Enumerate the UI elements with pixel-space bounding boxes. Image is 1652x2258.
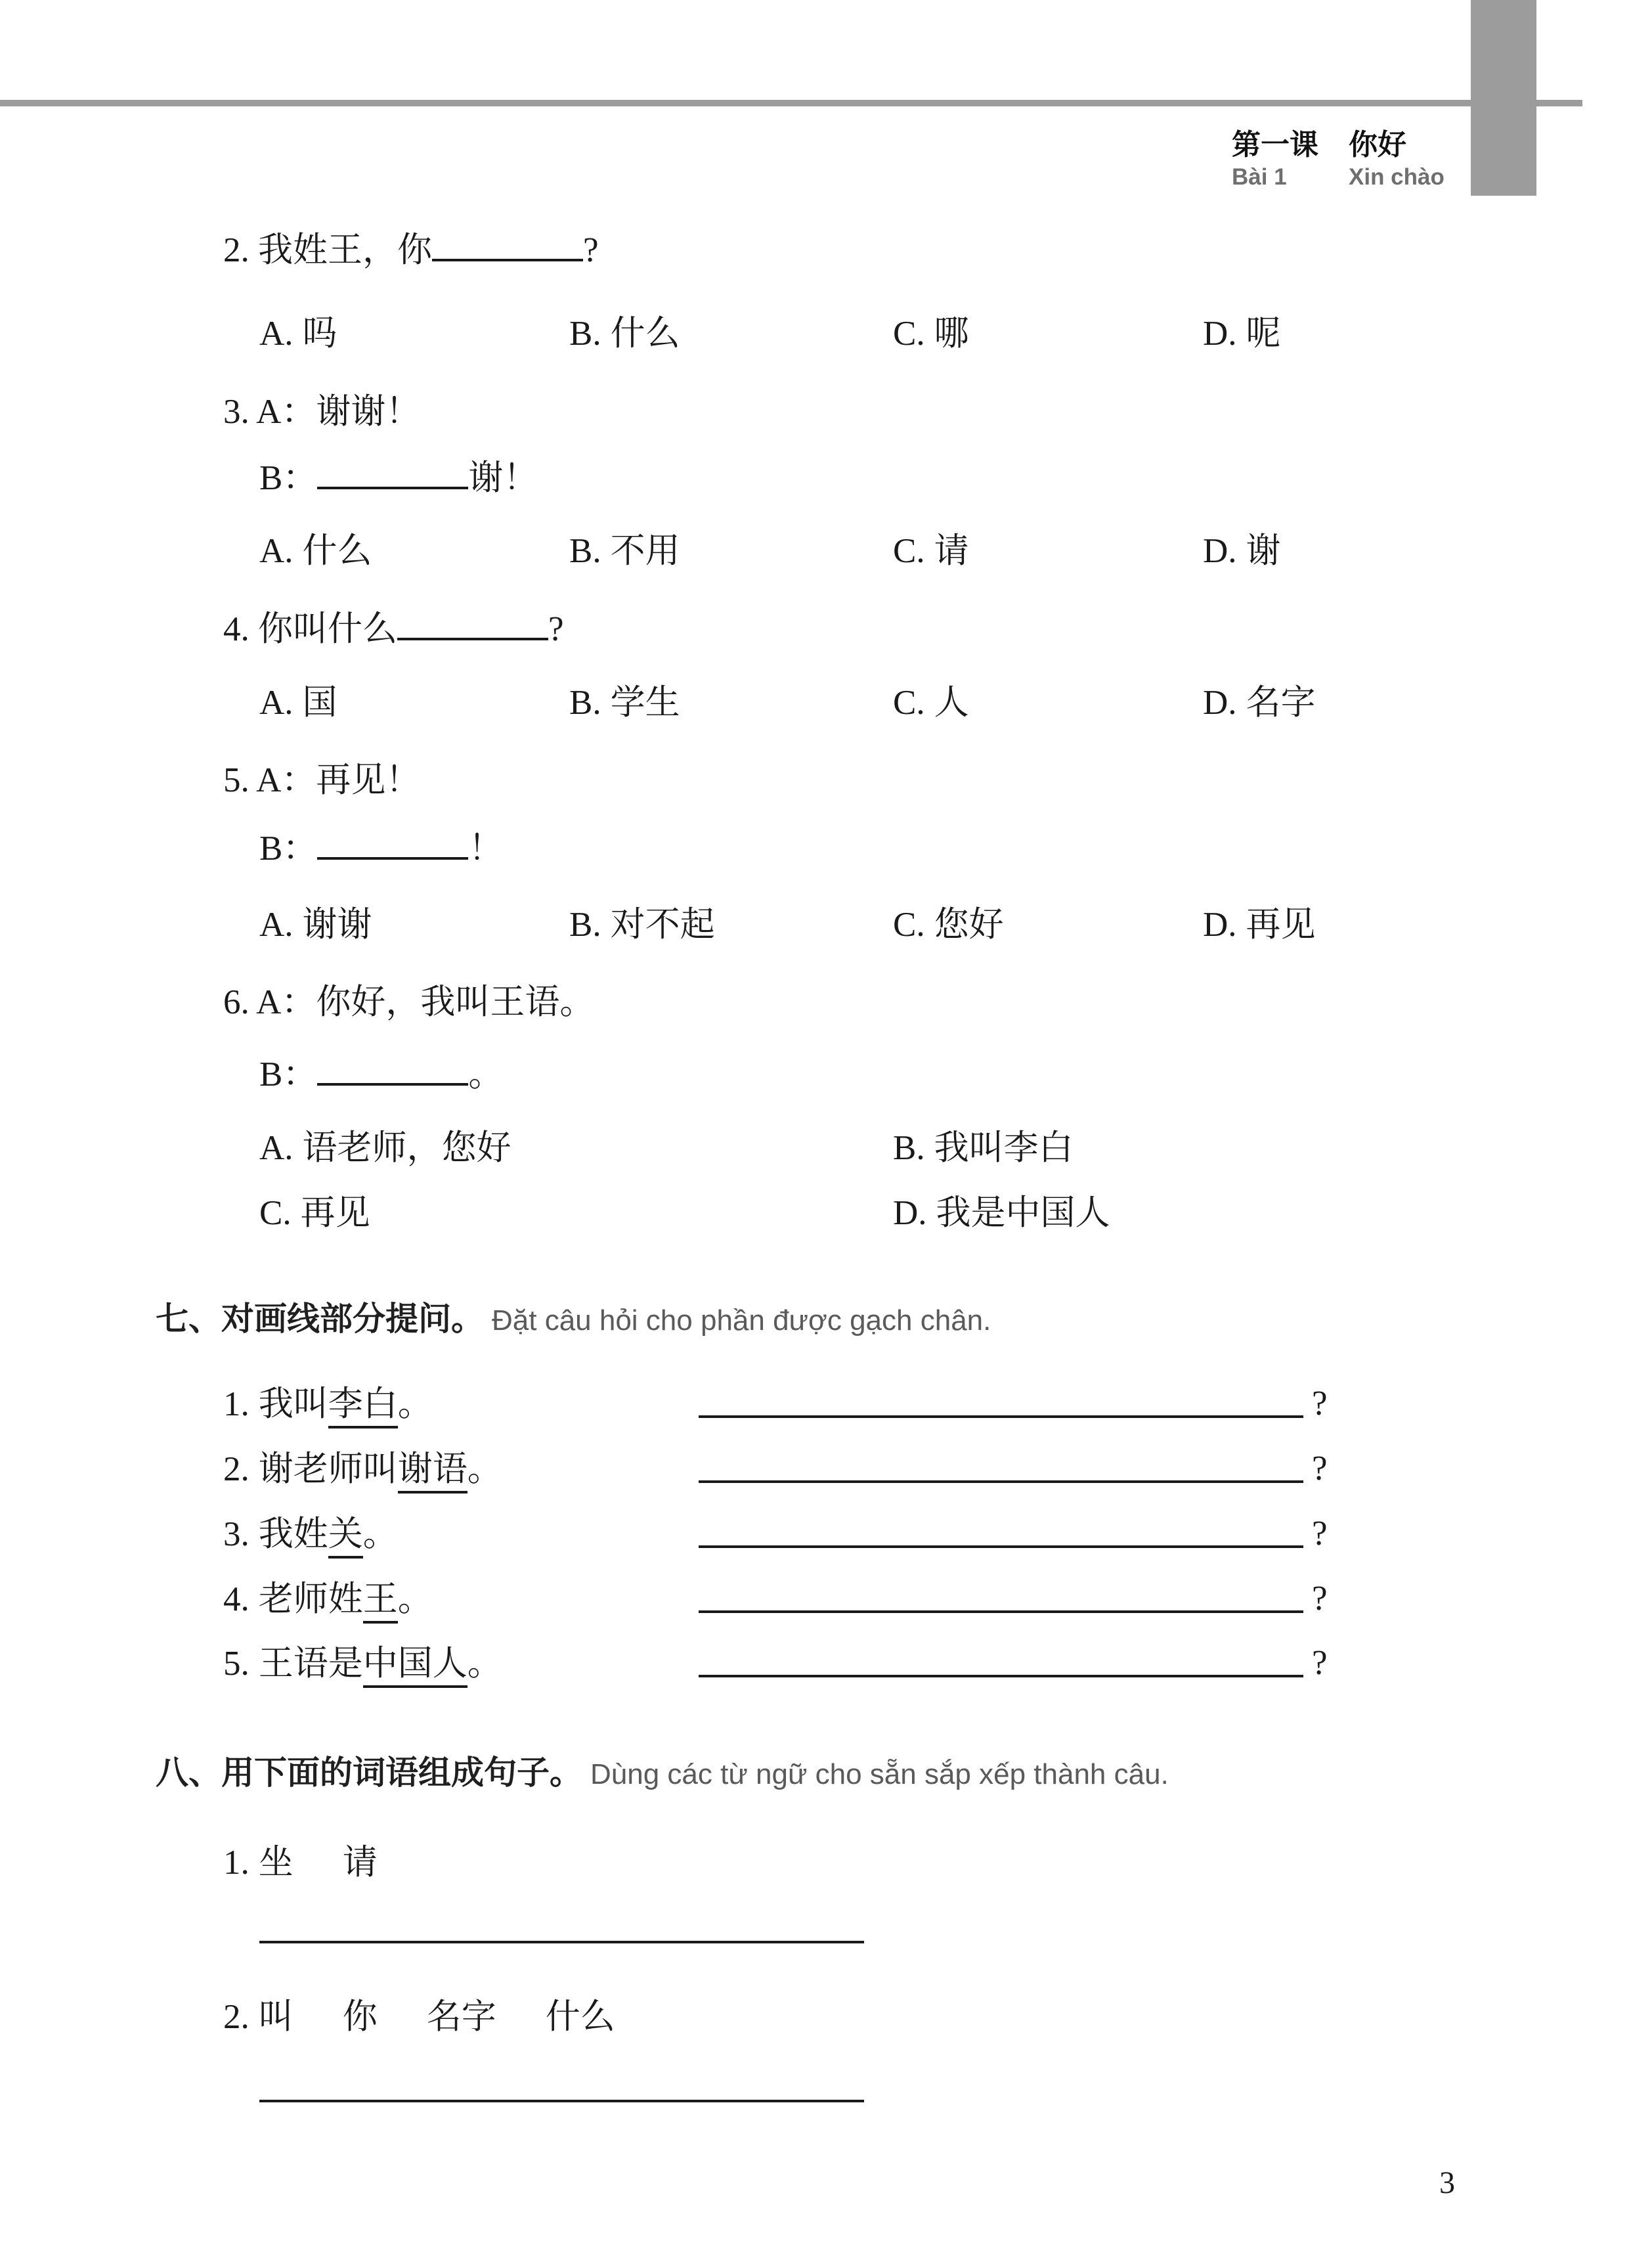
section-heading-cn: 八、用下面的词语组成句子。 — [156, 1754, 582, 1791]
question-line-b — [259, 829, 503, 869]
option-label: C. — [893, 532, 925, 570]
option-b — [569, 305, 680, 355]
item-text — [223, 1571, 433, 1621]
section-heading-cn: 七、对画线部分提问。 — [156, 1300, 484, 1337]
question-line-a: 5. A：再见！ — [223, 761, 421, 799]
option-label: A. — [259, 315, 293, 353]
word-token: 请 — [342, 1844, 378, 1882]
option-a — [259, 305, 337, 355]
stem-pre: B： — [259, 830, 318, 868]
question-line-b — [259, 458, 538, 498]
option-d — [1203, 305, 1281, 355]
lesson-number-col — [1232, 130, 1318, 190]
option-text: 再见 — [300, 1194, 370, 1232]
lesson-title-cn: 你好 — [1349, 129, 1406, 161]
answer-blank — [317, 852, 468, 860]
option-d — [893, 1185, 1110, 1235]
item-number: 1. — [223, 1385, 250, 1423]
option-text: 哪 — [934, 315, 969, 353]
option-label: D. — [893, 1194, 927, 1232]
question-stem — [223, 609, 564, 650]
stem-post: ? — [583, 231, 599, 269]
exercise-item-4 — [0, 1571, 1652, 1643]
option-c — [259, 1185, 370, 1235]
item-post: 。 — [467, 1645, 502, 1683]
item-pre: 老师姓 — [258, 1580, 363, 1618]
option-text: 学生 — [610, 684, 680, 722]
option-text: 我叫李白 — [934, 1129, 1074, 1167]
exercise-item-2 — [0, 1441, 1652, 1513]
options-row — [259, 897, 1605, 944]
section-heading-vi: Dùng các từ ngữ cho sẵn sắp xếp thành câu. — [590, 1758, 1169, 1790]
lesson-title-col — [1349, 130, 1445, 190]
options-row — [259, 523, 1605, 570]
option-text: 我是中国人 — [936, 1194, 1110, 1232]
stem-pre: B： — [259, 459, 318, 497]
exercise-item-2 — [223, 1989, 664, 2039]
option-label: B. — [569, 315, 601, 353]
section-heading-vi: Đặt câu hỏi cho phần được gạch chân. — [492, 1304, 991, 1337]
answer-blank — [432, 254, 583, 261]
word-token: 什么 — [545, 1998, 615, 2036]
option-c — [893, 305, 969, 355]
option-b — [569, 523, 680, 573]
option-d — [1203, 523, 1281, 573]
lesson-header — [1232, 130, 1445, 190]
item-pre: 我叫 — [258, 1385, 328, 1423]
option-label: B. — [569, 906, 601, 944]
word-token: 坐 — [258, 1844, 293, 1882]
question-stem — [223, 231, 599, 271]
item-post: 。 — [467, 1450, 502, 1488]
option-label: D. — [1203, 315, 1237, 353]
question-mark: ? — [1312, 1644, 1328, 1682]
exercise-item-1 — [0, 1376, 1652, 1448]
option-b — [569, 675, 680, 724]
stem-pre: 4. 你叫什么 — [223, 610, 397, 648]
question-mark: ? — [1312, 1450, 1328, 1488]
option-label: C. — [893, 906, 925, 944]
lesson-number-cn: 第一课 — [1232, 129, 1318, 161]
answer-blank — [317, 1078, 468, 1086]
page-number: 3 — [1439, 2165, 1455, 2200]
option-text: 呢 — [1246, 315, 1281, 353]
option-c — [893, 897, 1004, 946]
item-pre: 王语是 — [258, 1645, 363, 1683]
stem-pre: 2. 我姓王，你 — [223, 231, 432, 269]
option-text: 您好 — [934, 906, 1004, 944]
answer-line — [699, 1480, 1303, 1483]
stem-post: ? — [548, 610, 564, 648]
item-pre: 谢老师叫 — [258, 1450, 398, 1488]
exercise-item-1 — [223, 1834, 427, 1884]
item-text — [223, 1376, 433, 1426]
answer-line — [259, 2100, 864, 2102]
answer-line — [699, 1545, 1303, 1548]
option-text: 什么 — [610, 315, 680, 353]
option-label: B. — [569, 532, 601, 570]
answer-line — [699, 1415, 1303, 1418]
underlined-word: 李白 — [328, 1385, 398, 1428]
option-a — [259, 897, 372, 946]
underlined-word: 关 — [328, 1515, 363, 1559]
option-label: D. — [1203, 532, 1237, 570]
options-row — [259, 305, 1605, 353]
underlined-word: 王 — [363, 1580, 398, 1624]
option-text: 谢 — [1246, 532, 1281, 570]
item-text — [223, 1441, 502, 1491]
option-text: 国 — [302, 684, 337, 722]
item-number: 3. — [223, 1515, 250, 1553]
question-line-a: 3. A：谢谢！ — [223, 393, 421, 431]
options-row — [259, 1120, 1605, 1167]
item-number: 4. — [223, 1580, 250, 1618]
item-pre: 我姓 — [258, 1515, 328, 1553]
exercise-item-5 — [0, 1635, 1652, 1708]
option-text: 什么 — [302, 532, 372, 570]
option-text: 名字 — [1246, 684, 1316, 722]
option-a — [259, 523, 372, 573]
lesson-number-vi: Bài 1 — [1232, 164, 1287, 190]
answer-line — [699, 1675, 1303, 1677]
section-7-heading — [156, 1293, 991, 1340]
option-text: 再见 — [1246, 906, 1316, 944]
answer-line — [699, 1610, 1303, 1613]
exercise-item-3 — [0, 1506, 1652, 1578]
options-row — [259, 1185, 1605, 1232]
stem-post: 谢！ — [468, 459, 538, 497]
item-post: 。 — [397, 1580, 433, 1618]
item-post: 。 — [362, 1515, 398, 1553]
question-line-b — [259, 1055, 503, 1095]
option-b — [893, 1120, 1074, 1170]
option-text: 吗 — [302, 315, 337, 353]
option-text: 请 — [934, 532, 969, 570]
option-a — [259, 675, 337, 724]
answer-blank — [317, 481, 468, 489]
lesson-title-vi: Xin chào — [1349, 164, 1445, 190]
option-label: D. — [1203, 906, 1237, 944]
underlined-word: 中国人 — [363, 1645, 467, 1688]
option-text: 语老师，您好 — [302, 1129, 511, 1167]
option-d — [1203, 897, 1316, 946]
option-label: C. — [893, 684, 925, 722]
answer-blank — [397, 632, 548, 640]
item-number: 2. — [223, 1998, 250, 2036]
item-text — [223, 1506, 398, 1556]
header-corner-block — [1471, 0, 1536, 196]
question-mark: ? — [1312, 1515, 1328, 1553]
option-b — [569, 897, 715, 946]
option-label: A. — [259, 906, 293, 944]
options-row — [259, 675, 1605, 722]
item-number: 2. — [223, 1450, 250, 1488]
option-label: A. — [259, 532, 293, 570]
option-label: B. — [569, 684, 601, 722]
stem-pre: B： — [259, 1055, 318, 1094]
word-token: 叫 — [258, 1998, 293, 2036]
item-number: 1. — [223, 1844, 250, 1882]
option-text: 人 — [934, 684, 969, 722]
stem-post: ！ — [468, 830, 504, 868]
question-mark: ? — [1312, 1580, 1328, 1618]
stem-post: 。 — [468, 1055, 504, 1094]
word-token: 名字 — [426, 1998, 496, 2036]
underlined-word: 谢语 — [398, 1450, 467, 1494]
option-text: 谢谢 — [302, 906, 372, 944]
option-label: C. — [259, 1194, 292, 1232]
item-text — [223, 1635, 502, 1685]
option-label: A. — [259, 684, 293, 722]
option-label: A. — [259, 1129, 293, 1167]
header-rule — [0, 100, 1582, 106]
section-8-heading — [156, 1746, 1169, 1794]
item-number: 5. — [223, 1645, 250, 1683]
option-c — [893, 523, 969, 573]
option-d — [1203, 675, 1316, 724]
option-c — [893, 675, 969, 724]
option-text: 对不起 — [610, 906, 715, 944]
option-text: 不用 — [610, 532, 680, 570]
option-a — [259, 1120, 511, 1170]
answer-line — [259, 1941, 864, 1943]
option-label: B. — [893, 1129, 925, 1167]
option-label: C. — [893, 315, 925, 353]
question-line-a: 6. A：你好，我叫王语。 — [223, 983, 595, 1021]
question-mark: ? — [1312, 1384, 1328, 1423]
word-token: 你 — [342, 1998, 378, 2036]
item-post: 。 — [397, 1385, 433, 1423]
option-label: D. — [1203, 684, 1237, 722]
